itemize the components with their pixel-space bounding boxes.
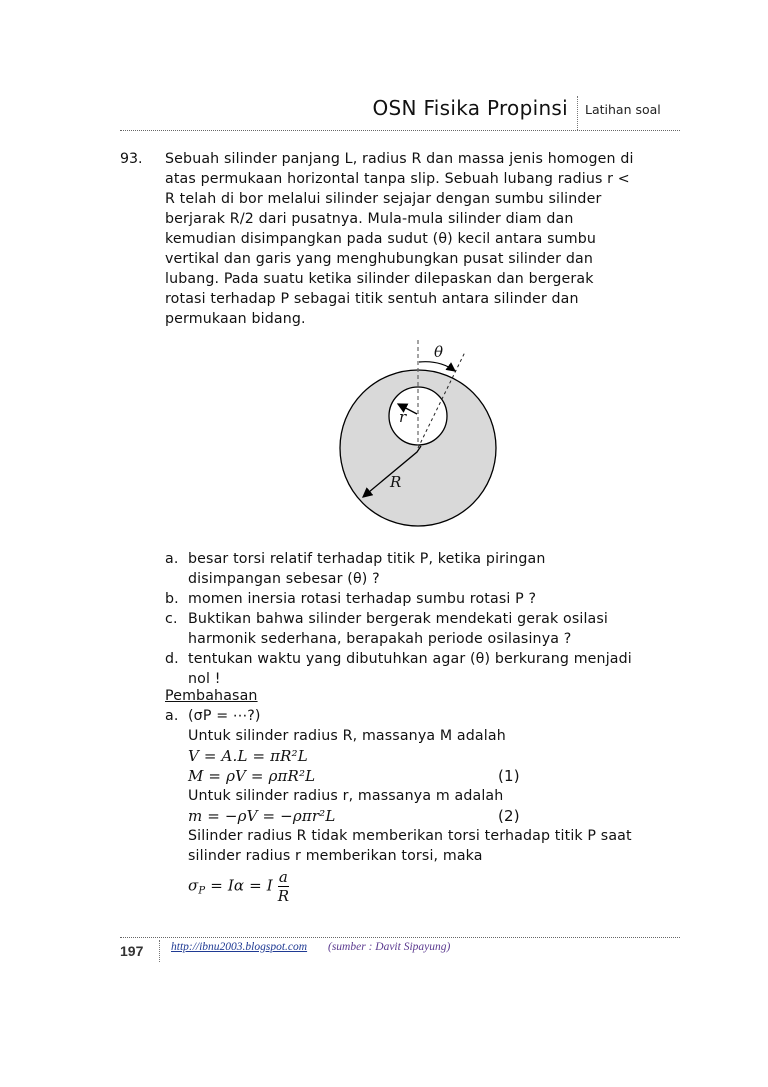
question-label: a.	[165, 551, 179, 567]
equation-mass-m: m = −ρV = −ρπr²L (2)	[188, 807, 520, 825]
theta-arc	[419, 362, 455, 371]
question-label: b.	[165, 591, 179, 607]
problem-line: berjarak R/2 dari pusatnya. Mula-mula silinder diam dan	[165, 211, 574, 227]
problem-line: Sebuah silinder panjang L, radius R dan massa jenis homogen di	[165, 151, 634, 167]
question-line: momen inersia rotasi terhadap sumbu rotasi P ?	[188, 591, 537, 607]
problem-line: vertikal dan garis yang menghubungkan pusat silinder dan	[165, 251, 593, 267]
blog-link[interactable]: http://ibnu2003.blogspot.com	[171, 941, 308, 953]
source-credit: (sumber : Davit Sipayung)	[328, 941, 451, 953]
equation-torque: $\sigma_P = I\alpha = I$ $\frac{a}{R}$	[188, 868, 290, 905]
question-d	[165, 649, 685, 689]
problem-line: rotasi terhadap P sebagai titik sentuh antara silinder dan	[165, 291, 579, 307]
question-label: c.	[165, 611, 178, 627]
problem-line: kemudian disimpangkan pada sudut (θ) kecil antara sumbu	[165, 231, 597, 247]
question-line: tentukan waktu yang dibutuhkan agar (θ) berkurang menjadi	[188, 651, 632, 667]
page-header	[120, 96, 680, 132]
solution-heading: Pembahasan	[165, 688, 258, 704]
problem-text	[165, 149, 685, 329]
R-label: R	[390, 473, 402, 491]
question-line: disimpangan sebesar (θ) ?	[188, 571, 380, 587]
question-line: nol !	[188, 671, 221, 687]
fraction: $\frac{a}{R}$	[277, 868, 290, 905]
problem-line: R telah di bor melalui silinder sejajar dengan sumbu silinder	[165, 191, 602, 207]
solution-text: Untuk silinder radius R, massanya M adalah	[188, 728, 506, 744]
r-label: r	[399, 408, 407, 426]
equation-number: (1)	[498, 767, 520, 785]
equation-mass-M: M = ρV = ρπR²L (1)	[188, 767, 520, 785]
hole-circle	[389, 387, 447, 445]
equation-volume: V = A.L = πR²L	[188, 747, 308, 765]
footer-rule	[120, 937, 680, 938]
part-label: a.	[165, 708, 179, 724]
header-divider	[577, 96, 578, 130]
question-list	[165, 549, 685, 689]
question-line: besar torsi relatif terhadap titik P, ketika piringan	[188, 551, 546, 567]
equation-number: (2)	[498, 807, 520, 825]
footer-divider	[159, 940, 160, 962]
question-b	[165, 589, 685, 609]
problem-line: lubang. Pada suatu ketika silinder dilepaskan dan bergerak	[165, 271, 594, 287]
question-label: d.	[165, 651, 179, 667]
problem-line: permukaan bidang.	[165, 311, 306, 327]
solution-part-a	[165, 706, 685, 726]
solution-text: Silinder radius R tidak memberikan torsi terhadap titik P saat	[188, 828, 632, 844]
solution-text: Untuk silinder radius r, massanya m adalah	[188, 788, 504, 804]
theta-label: θ	[434, 343, 444, 361]
header-rule	[120, 130, 680, 131]
question-line: harmonik sederhana, berapakah periode osilasinya ?	[188, 631, 572, 647]
solution-text: silinder radius r memberikan torsi, maka	[188, 848, 483, 864]
page-number: 197	[120, 943, 144, 959]
header-subtitle: Latihan soal	[585, 102, 661, 117]
question-line: Buktikan bahwa silinder bergerak mendekati gerak osilasi	[188, 611, 609, 627]
cylinder-figure	[330, 335, 500, 535]
question-c	[165, 609, 685, 649]
solution-section	[165, 686, 685, 905]
question-a	[165, 549, 685, 589]
problem-number: 93.	[120, 151, 143, 167]
part-title: (σP = ⋯?)	[188, 708, 261, 724]
problem-line: atas permukaan horizontal tanpa slip. Sebuah lubang radius r <	[165, 171, 630, 187]
header-title: OSN Fisika Propinsi	[372, 96, 568, 120]
